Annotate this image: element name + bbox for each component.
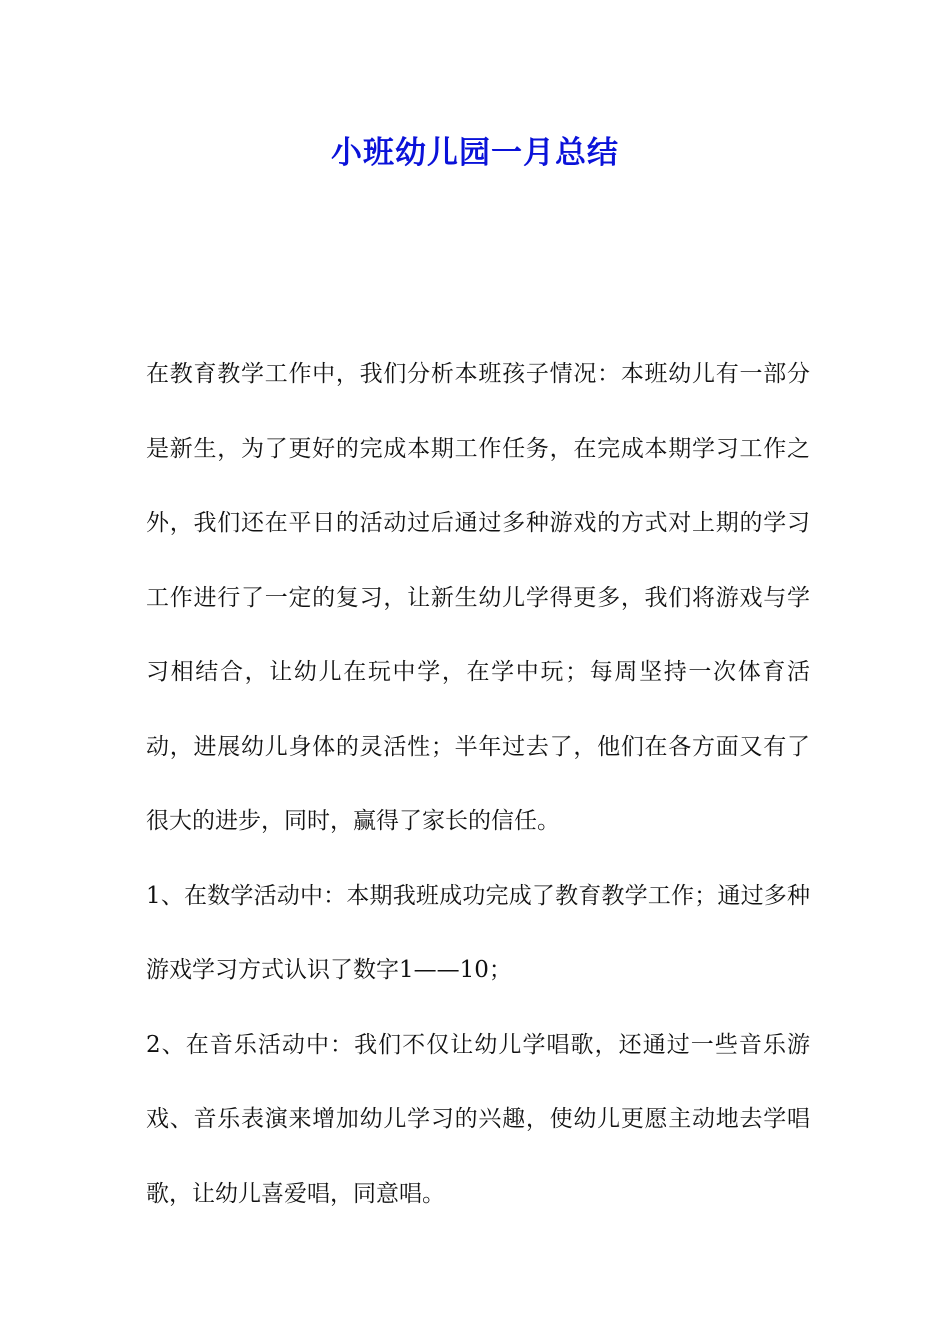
document-title: 小班幼儿园一月总结 — [331, 135, 619, 171]
paragraph-music: 2、在音乐活动中：我们不仅让幼儿学唱歌，还通过一些音乐游戏、音乐表演来增加幼儿学习的兴趣，使幼儿更愿主动地去学唱歌，让幼儿喜爱唱，同意唱。 — [146, 1031, 810, 1207]
document-body — [146, 337, 810, 1231]
paragraph-intro: 在教育教学工作中，我们分析本班孩子情况：本班幼儿有一部分是新生，为了更好的完成本期工作任务，在完成本期学习工作之外，我们还在平日的活动过后通过多种游戏的方式对上期的学习工作进行了一定的复习，让新生幼儿学得更多，我们将游戏与学习相结合，让幼儿在玩中学，在学中玩；每周坚持一次体育活动，进展幼儿身体的灵活性；半年过去了，他们在各方面又有了很大的进步，同时，赢得了家长的信任。 — [146, 361, 810, 834]
paragraph-math: 1、在数学活动中：本期我班成功完成了教育教学工作；通过多种游戏学习方式认识了数字1——10； — [146, 882, 810, 983]
